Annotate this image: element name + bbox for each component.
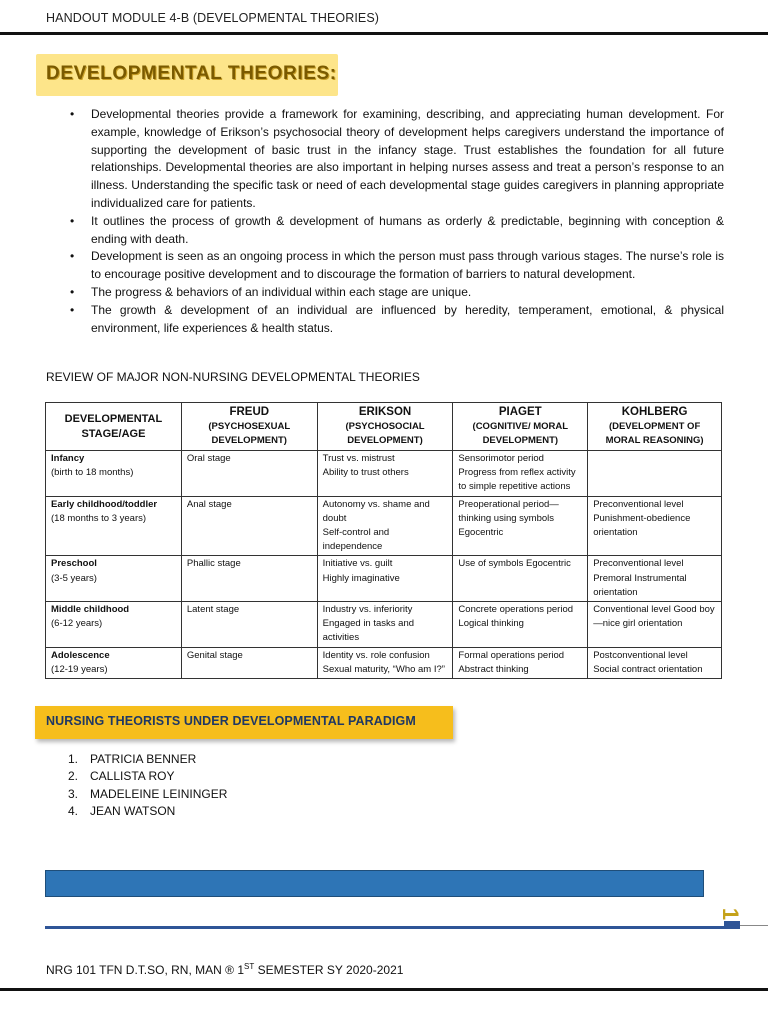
freud-cell: Oral stage [181, 451, 317, 497]
stage-cell: Preschool (3-5 years) [46, 556, 182, 602]
table-row [46, 602, 722, 648]
bullet-icon: • [70, 107, 75, 121]
freud-cell: Anal stage [181, 496, 317, 556]
kohlberg-cell: Preconventional level Punishment-obedience orientation [588, 496, 722, 556]
nursing-theorists-list [68, 751, 227, 821]
piaget-cell: Preoperational period—thinking using symbols Egocentric [453, 496, 588, 556]
header-freud: FREUD (PSYCHOSEXUAL DEVELOPMENT) [181, 403, 317, 451]
intro-bullet-list [70, 106, 724, 337]
piaget-cell: Use of symbols Egocentric [453, 556, 588, 602]
list-item: 3. MADELEINE LEININGER [68, 786, 228, 801]
bullet-item: • It outlines the process of growth & development of humans as orderly & predictable, beginning with conception & ending with death. [70, 213, 724, 246]
kohlberg-cell: Conventional level Good boy—nice girl orientation [588, 602, 722, 648]
erikson-cell: Trust vs. mistrust Ability to trust others [317, 451, 453, 497]
stage-cell: Middle childhood (6-12 years) [46, 602, 182, 648]
erikson-cell: Initiative vs. guilt Highly imaginative [317, 556, 453, 602]
nursing-theorists-title: NURSING THEORISTS UNDER DEVELOPMENTAL PARADIGM [46, 714, 416, 728]
header-divider [0, 32, 768, 35]
list-item: 1. PATRICIA BENNER [68, 752, 197, 766]
table-row [46, 496, 722, 556]
bullet-item: • The progress & behaviors of an individual within each stage are unique. [70, 284, 724, 302]
table-header-row [46, 403, 722, 451]
footer-divider [0, 988, 768, 991]
bullet-icon: • [70, 302, 75, 317]
kohlberg-cell: Postconventional level Social contract orientation [588, 647, 722, 678]
piaget-cell: Sensorimotor period Progress from reflex activity to simple repetitive actions [453, 451, 588, 497]
bullet-item: • Developmental theories provide a framework for examining, describing, and appreciating human development. For example, knowledge of Erikson’s psychosocial theory of development helps caregivers understand the importance of supporting the development of basic trust in the infancy stage. Trust establishes the foundation for all future relationships. Developmental theories are also important in helping nurses assess and treat a person’s response to an illness. Understanding the specific task or need of each developmental stage guides caregivers in planning appropriate individualized care for patients. [70, 107, 724, 210]
document-footer: NRG 101 TFN D.T.SO, RN, MAN ® 1ST SEMESTER SY 2020-2021 [46, 962, 404, 977]
table-row [46, 647, 722, 678]
bullet-icon: • [70, 249, 75, 264]
review-table-title: REVIEW OF MAJOR NON-NURSING DEVELOPMENTAL THEORIES [46, 370, 420, 384]
piaget-cell: Formal operations period Abstract thinking [453, 647, 588, 678]
freud-cell: Latent stage [181, 602, 317, 648]
stage-cell: Adolescence (12-19 years) [46, 647, 182, 678]
table-row [46, 451, 722, 497]
stage-cell: Early childhood/toddler (18 months to 3 years) [46, 496, 182, 556]
theories-table [45, 402, 722, 679]
header-piaget: PIAGET (COGNITIVE/ MORAL DEVELOPMENT) [453, 403, 588, 451]
bullet-icon: • [70, 284, 75, 299]
kohlberg-cell: Preconventional level Premoral Instrumental orientation [588, 556, 722, 602]
bullet-icon: • [70, 213, 75, 228]
freud-cell: Phallic stage [181, 556, 317, 602]
table-row [46, 556, 722, 602]
list-item: 4. JEAN WATSON [68, 804, 176, 819]
kohlberg-cell [588, 451, 722, 497]
header-kohlberg: KOHLBERG (DEVELOPMENT OF MORAL REASONING) [588, 403, 722, 451]
freud-cell: Genital stage [181, 647, 317, 678]
header-erikson: ERIKSON (PSYCHOSOCIAL DEVELOPMENT) [317, 403, 453, 451]
erikson-cell: Identity vs. role confusion Sexual maturity, “Who am I?” [317, 647, 453, 678]
bullet-item: • The growth & development of an individual are influenced by heredity, temperament, emotional, & physical environment, life experiences & health status. [70, 302, 724, 335]
bullet-item: • Development is seen as an ongoing process in which the person must pass through various stages. The nurse’s role is to encourage positive development and to discourage the formation of barriers to natural development. [70, 249, 724, 282]
page-number: 1 [718, 907, 743, 921]
decorative-blue-bar [45, 870, 704, 897]
page-marker [724, 921, 740, 929]
document-header: HANDOUT MODULE 4-B (DEVELOPMENTAL THEORIES) [46, 11, 380, 25]
stage-cell: Infancy (birth to 18 months) [46, 451, 182, 497]
footer-blue-rule [45, 926, 725, 929]
erikson-cell: Industry vs. inferiority Engaged in tasks and activities [317, 602, 453, 648]
erikson-cell: Autonomy vs. shame and doubt Self-control and independence [317, 496, 453, 556]
piaget-cell: Concrete operations period Logical thinking [453, 602, 588, 648]
side-rule [740, 925, 768, 926]
section-title: DEVELOPMENTAL THEORIES: [46, 63, 337, 84]
header-stage: DEVELOPMENTAL STAGE/AGE [46, 403, 182, 451]
list-item: 2. CALLISTA ROY [68, 769, 175, 784]
